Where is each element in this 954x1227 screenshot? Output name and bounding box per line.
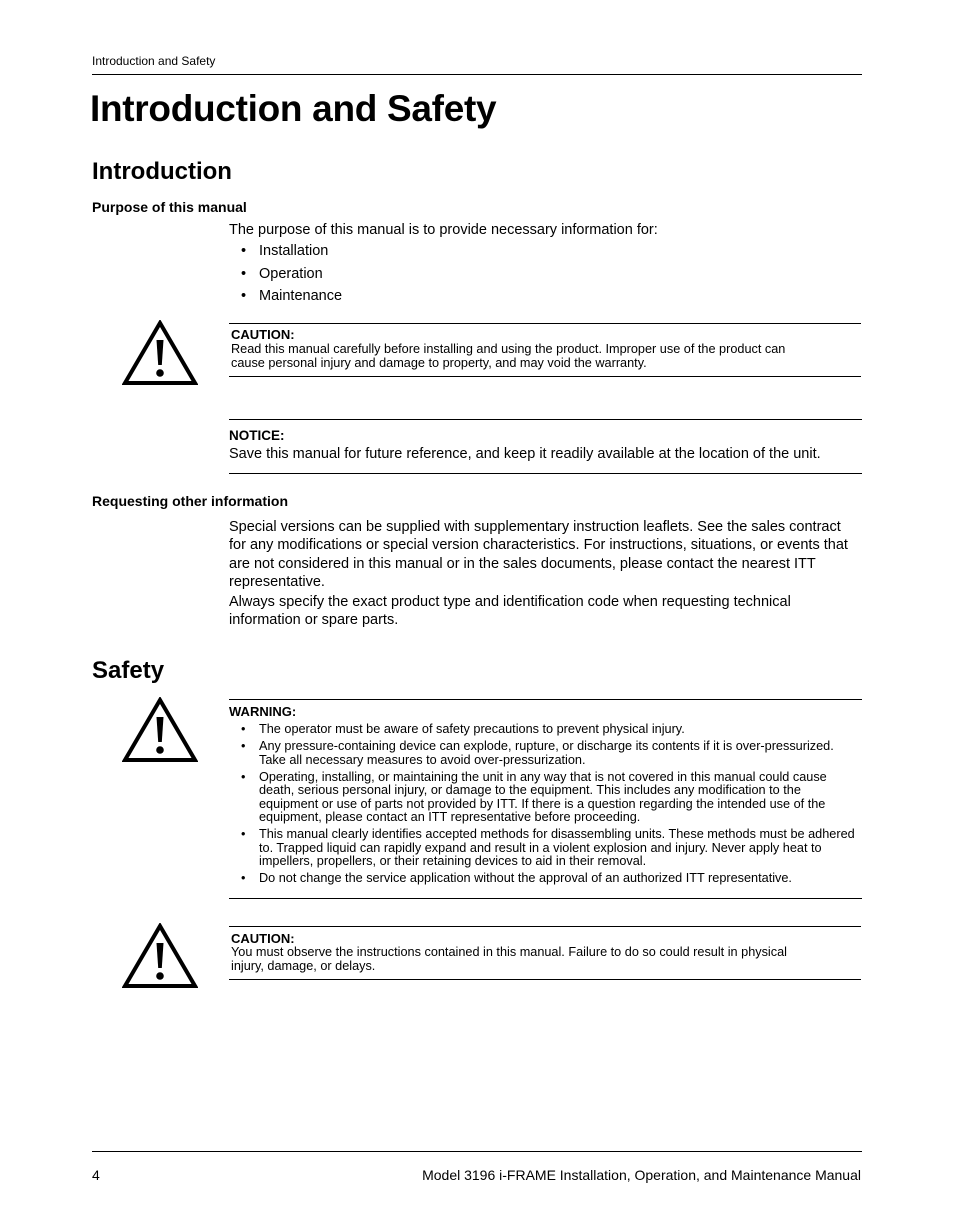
list-item: • The operator must be aware of safety precautions to prevent physical injury. [241, 723, 863, 737]
purpose-list [241, 240, 342, 308]
notice-top-rule [229, 419, 862, 420]
footer-manual-title: Model 3196 i-FRAME Installation, Operation, and Maintenance Manual [422, 1167, 861, 1183]
caution-label: CAUTION: [231, 931, 295, 946]
requesting-heading: Requesting other information [92, 493, 288, 509]
warning-bottom-rule [229, 898, 862, 899]
footer-divider [92, 1151, 862, 1152]
warning-triangle-icon [122, 697, 198, 763]
caution-top-rule [229, 926, 861, 927]
warning-top-rule [229, 699, 862, 700]
requesting-paragraph-2: Always specify the exact product type and identification code when requesting technical information or spare parts. [229, 594, 791, 629]
list-item: • Any pressure-containing device can explode, rupture, or discharge its contents if it is over-pressurized. Take all necessary measures to avoid over-pressurization. [241, 740, 863, 767]
purpose-heading: Purpose of this manual [92, 199, 247, 215]
page-number: 4 [92, 1167, 100, 1183]
requesting-paragraph-1: Special versions can be supplied with supplementary instruction leaflets. See the sales contract for any modifications or special version characteristics. For instructions, situations, or events that are not considered in this manual or in the sales documents, please contact the nearest ITT representative. [229, 519, 848, 590]
list-item: • Installation [241, 240, 342, 263]
list-item: • Operation [241, 263, 342, 286]
notice-text: Save this manual for future reference, and keep it readily available at the location of the unit. [229, 446, 821, 462]
list-item: • This manual clearly identifies accepted methods for disassembling units. These methods must be adhered to. Trapped liquid can rapidly expand and result in a violent explosion and injury. Never apply heat to impellers, propellers, or their retaining devices to aid in their removal. [241, 828, 863, 869]
warning-triangle-icon [122, 320, 198, 386]
introduction-heading: Introduction [92, 158, 232, 185]
caution-text-line1: Read this manual carefully before installing and using the product. Improper use of the product can [231, 342, 786, 356]
list-item: • Operating, installing, or maintaining the unit in any way that is not covered in this manual could cause death, serious personal injury, or damage to the equipment. This includes any modification to the equipment or use of parts not provided by ITT. If there is a question regarding the intended use of the equipment, please contact an ITT representative before proceeding. [241, 771, 863, 825]
notice-label: NOTICE: [229, 428, 285, 443]
purpose-text: The purpose of this manual is to provide necessary information for: [229, 222, 658, 238]
list-item: • Do not change the service application without the approval of an authorized ITT representative. [241, 872, 863, 886]
caution-label: CAUTION: [231, 327, 295, 342]
caution-text-line2: injury, damage, or delays. [231, 959, 376, 973]
notice-bottom-rule [229, 473, 862, 474]
caution-text-line2: cause personal injury and damage to property, and may void the warranty. [231, 356, 647, 370]
warning-triangle-icon [122, 923, 198, 989]
warning-label: WARNING: [229, 704, 297, 719]
caution-top-rule [229, 323, 861, 324]
header-divider [92, 74, 862, 75]
list-item: • Maintenance [241, 285, 342, 308]
warning-list [241, 723, 863, 889]
running-header: Introduction and Safety [92, 54, 216, 68]
caution-bottom-rule [229, 979, 861, 980]
page-title: Introduction and Safety [90, 88, 497, 129]
caution-text-line1: You must observe the instructions contained in this manual. Failure to do so could result in physical [231, 945, 787, 959]
caution-bottom-rule [229, 376, 861, 377]
safety-heading: Safety [92, 657, 165, 684]
